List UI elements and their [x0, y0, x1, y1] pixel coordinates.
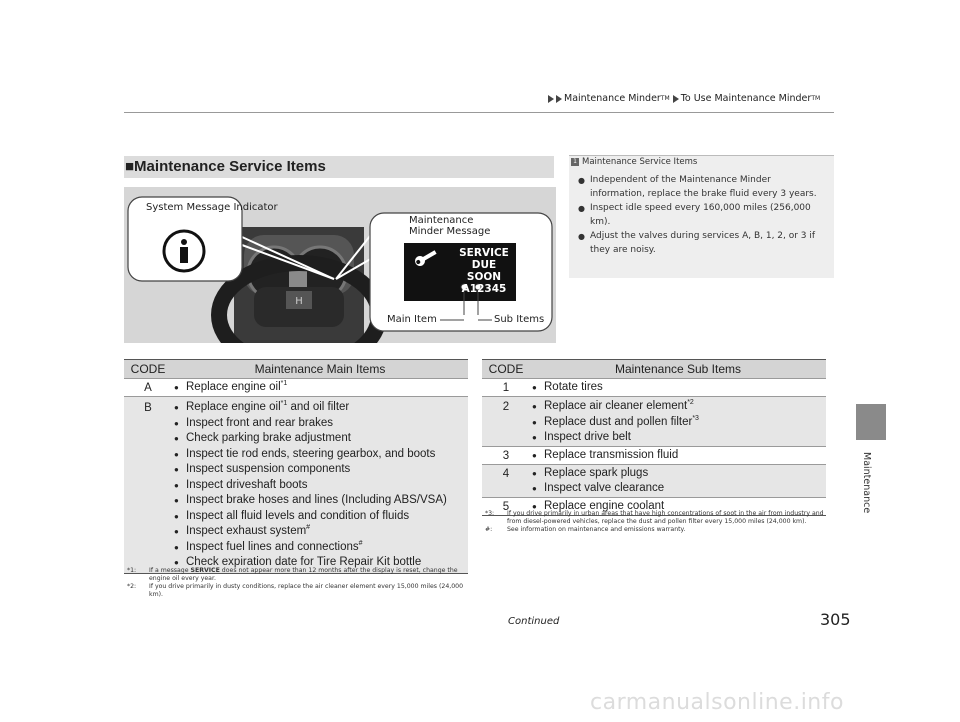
main-item-label: Main Item	[387, 314, 437, 325]
list-item: ● Replace engine coolant	[530, 499, 826, 515]
footnote-ref: #	[358, 539, 363, 547]
column-header-items: Maintenance Main Items	[254, 362, 386, 376]
list-item: ● Inspect front and rear brakes	[172, 416, 468, 432]
row-items	[172, 397, 468, 573]
watermark: carmanualsonline.info	[590, 690, 844, 715]
chapter-tab	[856, 404, 886, 440]
table-row	[482, 464, 826, 497]
display-line2: DUE SOON	[466, 259, 502, 283]
footnote-ref: #	[306, 524, 311, 532]
footnote-text: If you drive primarily in urban areas that have high concentrations of soot in the air from industry and from diesel-powered vehicles, replace the dust and pollen filter every 15,000 miles (24,000 km).	[507, 510, 824, 525]
footnote-ref: *2	[687, 399, 694, 407]
list-item	[530, 415, 826, 431]
breadcrumb-part1: Maintenance Minder	[564, 93, 661, 104]
row-items	[530, 447, 826, 464]
item-text: Replace air cleaner element	[544, 400, 688, 412]
footnotes-left	[127, 567, 467, 599]
dashboard-illustration	[124, 187, 556, 343]
table-header	[124, 359, 468, 378]
row-items	[530, 465, 826, 497]
list-item	[172, 380, 468, 396]
list-item: ● Rotate tires	[530, 380, 826, 396]
arrow-icon	[548, 95, 554, 103]
chapter-tab-label: Maintenance	[861, 452, 872, 514]
list-item	[172, 400, 468, 416]
footnote-label: *1:	[127, 567, 137, 574]
footnotes-right	[485, 510, 827, 534]
list-item: ● Inspect drive belt	[530, 430, 826, 446]
row-code: 3	[502, 449, 510, 462]
list-item: ● Check expiration date for Tire Repair Kit bottle	[172, 555, 468, 571]
row-code: 4	[502, 467, 510, 480]
footnote	[127, 567, 467, 583]
list-item: ● Replace spark plugs	[530, 466, 826, 482]
item-text: Inspect exhaust system	[186, 525, 307, 537]
row-items	[172, 379, 468, 396]
footnote-ref: *1	[280, 400, 288, 408]
footnote-text: If you drive primarily in dusty conditions, replace the air cleaner element every 15,000 miles (24,000 km).	[149, 583, 464, 598]
section-title: ■Maintenance Service Items	[125, 158, 326, 175]
trademark: TM	[811, 95, 821, 102]
note-icon: 1	[571, 158, 579, 166]
table-row	[482, 446, 826, 464]
footnote-ref: *1	[280, 380, 288, 388]
table-row	[124, 378, 468, 396]
table-row	[482, 396, 826, 446]
row-items	[530, 379, 826, 396]
list-item	[172, 524, 468, 540]
list-item: ● Inspect suspension components	[172, 462, 468, 478]
row-code: A	[144, 382, 152, 394]
item-text: and oil filter	[287, 401, 350, 413]
note-bullet: ● Independent of the Maintenance Minder information, replace the brake fluid every 3 years.	[578, 174, 828, 201]
footnote	[485, 510, 827, 526]
side-note-list	[578, 174, 828, 258]
list-item: ● Check parking brake adjustment	[172, 431, 468, 447]
column-header-code: CODE	[488, 362, 524, 376]
footnote-bold: SERVICE	[190, 567, 220, 574]
list-item: ● Inspect driveshaft boots	[172, 478, 468, 494]
header-divider	[124, 112, 834, 113]
column-header-code: CODE	[130, 362, 166, 376]
table-row	[124, 396, 468, 573]
list-item: ● Inspect all fluid levels and condition of fluids	[172, 509, 468, 525]
breadcrumb-part2: To Use Maintenance Minder	[680, 93, 812, 104]
display-line1: SERVICE	[459, 247, 509, 259]
row-code: 1	[502, 382, 510, 394]
list-item: ● Replace transmission fluid	[530, 448, 826, 464]
row-code: B	[144, 402, 152, 414]
list-item: ● Inspect brake hoses and lines (Including ABS/VSA)	[172, 493, 468, 509]
footnote-label: *2:	[127, 583, 137, 590]
note-bullet: ● Inspect idle speed every 160,000 miles (256,000 km).	[578, 202, 828, 229]
list-item	[530, 399, 826, 415]
arrow-icon	[556, 95, 562, 103]
item-text: Replace engine oil	[186, 381, 281, 393]
footnote-label: #:	[485, 526, 493, 533]
table-row	[482, 378, 826, 396]
footnote	[127, 583, 467, 599]
list-item	[172, 540, 468, 556]
footnote-ref: *3	[692, 414, 699, 422]
item-text: Replace engine oil	[186, 401, 281, 413]
side-note-title-text: Maintenance Service Items	[582, 157, 698, 167]
footnote-text	[149, 567, 467, 583]
list-item: ● Inspect valve clearance	[530, 481, 826, 497]
side-note-title	[571, 157, 697, 167]
trademark: TM	[660, 95, 670, 102]
callout-message-label: Maintenance Minder Message	[409, 215, 491, 237]
note-bullet: ● Adjust the valves during services A, B, 1, 2, or 3 if they are noisy.	[578, 230, 828, 257]
arrow-icon	[673, 95, 679, 103]
sub-items-label: Sub Items	[494, 314, 545, 325]
callout-indicator-label: System Message Indicator	[146, 202, 278, 213]
table-header	[482, 359, 826, 378]
column-header-items: Maintenance Sub Items	[614, 362, 742, 376]
main-items-table	[124, 359, 468, 574]
row-code: 5	[502, 500, 510, 513]
continued-label: Continued	[508, 616, 560, 627]
item-text: Replace dust and pollen filter	[544, 415, 693, 428]
footnote-text-part: does not appear more than 12 months after the display is reset, change the engine oil every year.	[149, 567, 458, 582]
footnote	[485, 526, 827, 534]
row-items	[530, 397, 826, 446]
page-number: 305	[820, 610, 851, 629]
footnote-label: *3:	[485, 510, 495, 517]
row-code: 2	[502, 401, 510, 413]
item-text: Inspect fuel lines and connections	[186, 540, 359, 553]
display-text	[454, 247, 514, 295]
sub-items-table	[482, 359, 826, 516]
footnote-text-part: If a message	[149, 567, 191, 574]
breadcrumb	[548, 93, 820, 104]
svg-text:H: H	[295, 296, 303, 307]
display-line3: A12345	[461, 283, 507, 295]
footnote-text: See information on maintenance and emissions warranty.	[507, 526, 686, 533]
list-item: ● Inspect tie rod ends, steering gearbox, and boots	[172, 447, 468, 463]
